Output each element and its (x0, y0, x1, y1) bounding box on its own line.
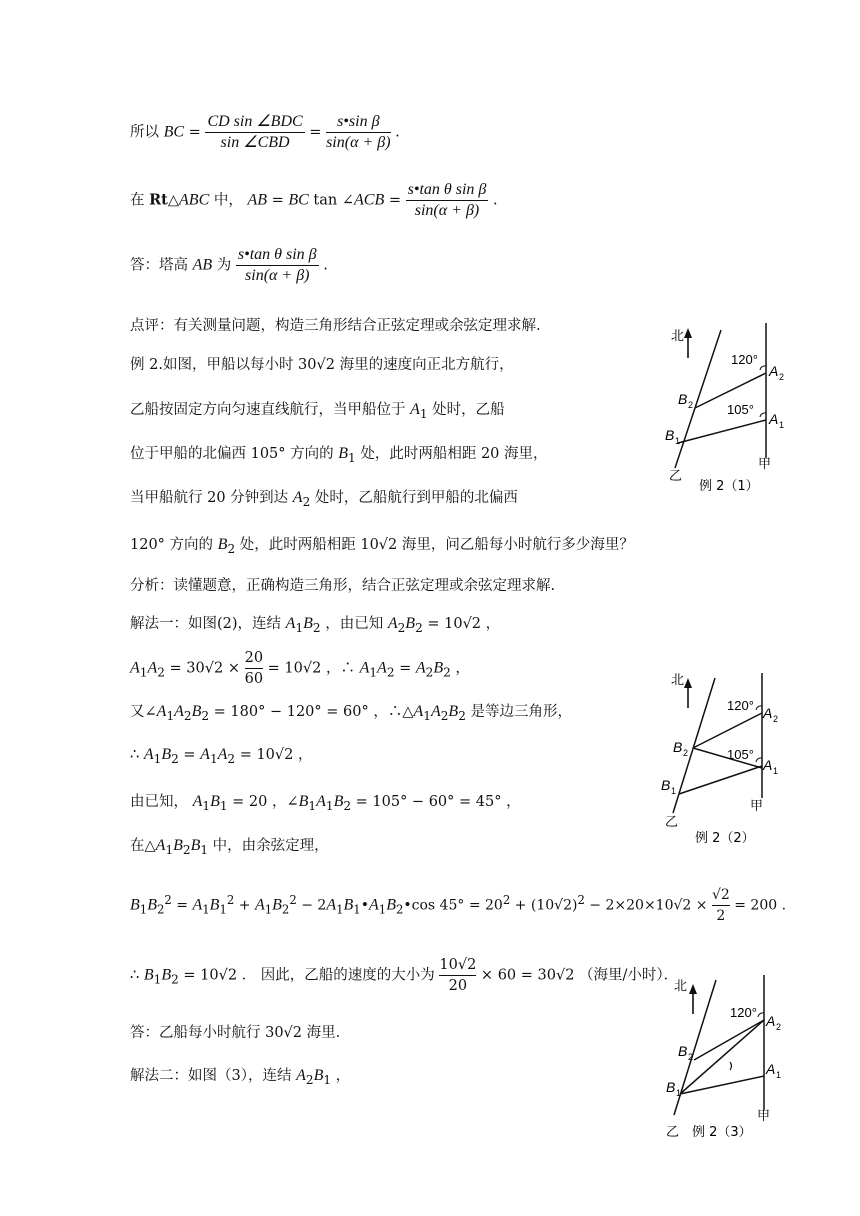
figure-1-caption: 例 2（1） (699, 479, 759, 494)
svg-text:120°: 120° (727, 698, 754, 713)
text-line-8: 当甲船航行 20 分钟到达 $A_2$ 处时，乙船航行到甲船的北偏西 (130, 489, 518, 509)
text-line-4: 点评：有关测量问题，构造三角形结合正弦定理或余弦定理求解. (130, 318, 541, 334)
svg-text:乙: 乙 (669, 469, 683, 484)
svg-text:1: 1 (779, 420, 785, 430)
text-line-9: 120° 方向的 $B_2$ 处，此时两船相距 10√2 海里，问乙船每小时航行多少海里？ (130, 536, 634, 556)
text-line-19: 答：乙船每小时航行 30√2 海里. (130, 1025, 341, 1041)
svg-text:A: A (763, 705, 773, 721)
svg-text:A: A (769, 411, 779, 427)
svg-text:A: A (766, 1013, 776, 1029)
text-line-18: ∴ $B_1B_2 = 10√2$ ． 因此，乙船的速度的大小为 $\frac{10√2}{20}$ × 60 = 30√2 （海里/小时）． (130, 957, 679, 994)
svg-text:1: 1 (676, 1088, 682, 1098)
text-line-2: 在 Rt△ABC 中， AB = BC tan ∠ACB = $\frac{\text{s•tan θ sin β}}{\sin(\alpha + \beta)}$ . (130, 181, 498, 219)
svg-text:A: A (769, 363, 779, 379)
svg-text:2: 2 (688, 400, 694, 410)
text-line-10: 分析：读懂题意，正确构造三角形，结合正弦定理或余弦定理求解. (130, 578, 556, 594)
figure-3 (660, 970, 810, 1150)
svg-text:2: 2 (773, 714, 779, 724)
text-line-17: $B_1B_2^2 = A_1B_1^2 + A_1B_2^2$ − $2A_1B_1•A_1B_2•\cos$ $45^\circ = 20^2 + (10√2)^2 - 2\times 20\times 10√2$ × $\frac{√2}{2}$ = 200 . (130, 887, 787, 924)
svg-text:A: A (763, 757, 773, 773)
text-line-5: 例 2.如图，甲船以每小时 30√2 海里的速度向正北方航行， (130, 357, 514, 373)
svg-text:2: 2 (683, 748, 689, 758)
text-line-6: 乙船按固定方向匀速直线航行，当甲船位于 $A_1$ 处时，乙船 (130, 401, 505, 421)
figure-1 (655, 318, 805, 498)
figure-2-caption: 例 2（2） (695, 831, 755, 846)
svg-text:1: 1 (675, 436, 681, 446)
svg-text:2: 2 (688, 1052, 694, 1062)
svg-text:120°: 120° (730, 1005, 757, 1020)
north-label: 北 (671, 329, 685, 344)
svg-text:B: B (661, 777, 671, 793)
figure-3-caption: 例 2（3） (692, 1125, 752, 1140)
svg-text:A: A (766, 1061, 776, 1077)
svg-text:北: 北 (674, 979, 688, 994)
text-line-1: 所以 BC = CD sin ∠BDC sin ∠CBD = $\frac{\text{s•sin β}}{\sin(\alpha + \beta)}$ . (130, 113, 400, 151)
svg-text:B: B (678, 391, 688, 407)
text-line-20: 解法二：如图（3），连结 $A_2B_1$ ， (130, 1067, 351, 1087)
figure-2 (655, 668, 805, 850)
svg-text:2: 2 (779, 372, 785, 382)
svg-text:1: 1 (773, 766, 779, 776)
text-line-7: 位于甲船的北偏西 105° 方向的 $B_1$ 处，此时两船相距 20 海里， (130, 445, 548, 465)
figure-2-diagram (655, 668, 805, 850)
text-line-15: 由已知， $A_1B_1 = 20$ ，$\angle B_1A_1B_2 = 105^\circ - 60^\circ = 45^\circ$ ， (130, 793, 521, 813)
svg-text:B: B (666, 1079, 676, 1095)
svg-text:105°: 105° (727, 747, 754, 762)
text-line-14: ∴ $A_1B_2 = A_1A_2 = 10√2$ ， (130, 746, 313, 766)
text-line-16: 在$\triangle A_1B_2B_1$ 中，由余弦定理， (130, 837, 329, 857)
svg-text:1: 1 (671, 786, 677, 796)
figure-3-diagram (660, 970, 810, 1150)
svg-text:甲: 甲 (758, 457, 772, 472)
text-line-13: 又$\angle A_1A_2B_2 = 180^\circ - 120^\circ = 60^\circ$ ，$\therefore\triangle A_1A_2B_2$ 是等边三角形， (130, 703, 572, 723)
svg-text:2: 2 (776, 1022, 782, 1032)
svg-text:乙: 乙 (666, 1125, 680, 1140)
figure-1-diagram (655, 318, 805, 498)
svg-text:120°: 120° (731, 352, 758, 367)
svg-text:B: B (678, 1043, 688, 1059)
svg-text:B: B (665, 427, 675, 443)
text-line-3: 答：塔高 AB 为 $\frac{\text{s•tan θ sin β}}{\sin(\alpha + \beta)}$ . (130, 246, 328, 284)
svg-text:北: 北 (671, 673, 685, 688)
text-line-12: $A_1A_2 = 30√2$ × $\frac{20}{60}$ = 10√2 ，∴ $A_1A_2 = A_2B_2$ ， (130, 650, 470, 687)
svg-text:乙: 乙 (665, 815, 679, 830)
svg-text:甲: 甲 (750, 799, 764, 814)
svg-text:105°: 105° (727, 402, 754, 417)
svg-text:B: B (673, 739, 683, 755)
text-line-11: 解法一：如图(2)，连结 $A_1B_2$ ，由已知 $A_2B_2 = 10√2$ ， (130, 615, 501, 635)
svg-text:甲: 甲 (757, 1109, 771, 1124)
svg-text:1: 1 (776, 1070, 782, 1080)
